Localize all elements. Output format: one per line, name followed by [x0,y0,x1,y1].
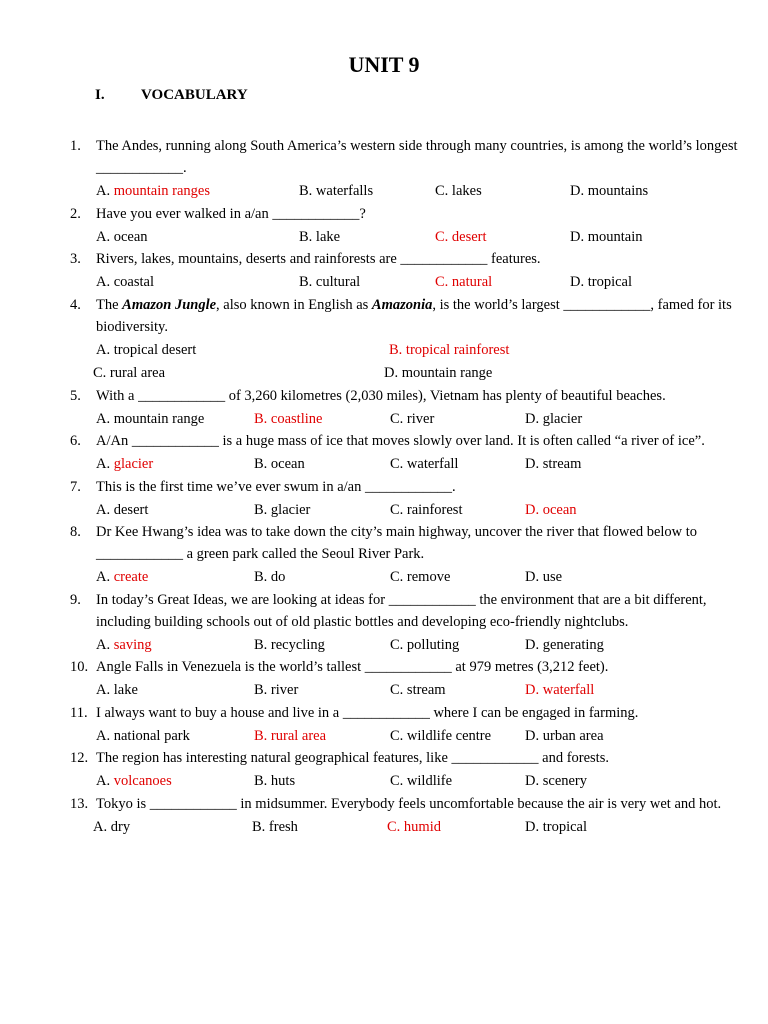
question-11 [70,702,750,748]
option-c[interactable] [390,408,434,430]
option-text: fresh [268,818,298,835]
option-text: lake [315,228,341,245]
option-text: mountain range [401,365,493,381]
correct-answer-text: glacier [113,456,154,472]
option-letter: B. [389,341,406,358]
option-text: national park [113,727,190,744]
option-a[interactable] [96,408,204,430]
option-letter: D. [570,183,588,199]
option-row [96,633,750,657]
option-a[interactable] [96,770,172,792]
option-letter: C. [390,773,407,789]
section-heading [95,87,248,104]
option-b[interactable] [299,180,373,202]
question-text [96,294,750,338]
option-c[interactable] [435,226,487,248]
option-letter: C. [390,727,407,744]
option-d[interactable] [384,362,492,384]
option-letter: D. [570,274,588,290]
option-b[interactable] [254,770,295,792]
option-row [96,678,750,702]
question-number: 7. [70,478,81,495]
option-row [96,407,750,431]
option-letter: C. [390,501,407,518]
option-letter: C. [390,569,407,585]
question-text: I always want to buy a house and live in a ____________ where I can be engaged in farming. [96,704,639,721]
option-letter: A. [96,183,114,199]
option-c[interactable] [93,362,165,384]
correct-answer-text: waterfall [542,682,595,698]
option-text: remove [406,569,451,585]
option-text: stream [406,682,446,698]
question-number: 11. [70,704,88,721]
option-a[interactable] [96,180,210,202]
option-d[interactable] [525,408,582,430]
question-number: 6. [70,433,81,449]
question-text: Tokyo is ____________ in midsummer. Everybody feels uncomfortable because the air is very wet and hot. [96,795,722,812]
option-a[interactable] [96,679,138,701]
option-letter: A. [93,818,111,835]
question-2 [70,203,750,249]
question-text-part: Amazon Jungle [122,296,217,313]
correct-answer-text: mountain ranges [113,183,210,199]
option-letter: A. [96,727,114,744]
option-row [96,179,750,203]
question-list [70,135,750,838]
correct-answer-text: tropical rainforest [405,341,510,358]
option-b[interactable] [254,499,310,521]
option-letter: A. [96,341,114,358]
option-d[interactable] [525,453,581,475]
option-letter: D. [570,228,588,245]
option-b[interactable] [389,339,509,361]
option-text: dry [110,818,131,835]
option-text: cultural [315,274,361,290]
question-4 [70,294,750,385]
option-text: ocean [113,228,148,245]
option-letter: B. [254,569,271,585]
option-letter: A. [96,773,114,789]
option-text: wildlife [406,773,453,789]
question-number: 1. [70,138,81,154]
option-row [96,338,750,362]
option-b[interactable] [299,271,360,293]
question-text: The region has interesting natural geographical features, like ____________ and forests. [96,750,609,766]
option-text: use [542,569,563,585]
option-text: tropical [542,818,588,835]
correct-answer-text: humid [403,818,441,835]
option-letter: D. [525,501,543,518]
option-c[interactable] [390,499,462,521]
option-text: river [406,410,435,427]
option-letter: C. [93,365,110,381]
option-letter: A. [96,569,114,585]
option-letter: C. [435,274,452,290]
option-b[interactable] [254,679,298,701]
option-letter: B. [254,636,271,653]
correct-answer-text: rural area [270,727,327,744]
option-text: mountain range [113,410,205,427]
question-text: Have you ever walked in a/an ____________? [96,205,366,222]
option-letter: C. [390,456,407,472]
option-text: rainforest [406,501,463,518]
option-d[interactable] [525,634,604,656]
question-text-part: , also known in English as [216,296,372,313]
option-letter: D. [525,682,543,698]
question-text-part: Amazonia [371,296,433,313]
option-letter: C. [390,636,407,653]
option-text: tropical desert [113,341,197,358]
option-row [96,565,750,589]
option-d[interactable] [570,180,648,202]
option-text: mountains [587,183,649,199]
question-number: 13. [70,795,89,812]
option-d[interactable] [525,499,577,521]
option-letter: A. [96,682,114,698]
option-d[interactable] [525,679,594,701]
option-text: coastal [113,274,154,290]
option-letter: D. [525,818,543,835]
option-row [96,769,750,793]
option-letter: B. [299,183,316,199]
option-letter: D. [525,773,543,789]
question-9 [70,589,750,657]
option-a[interactable] [96,725,190,747]
option-letter: D. [525,569,543,585]
option-b[interactable] [254,725,326,747]
option-d[interactable] [570,271,632,293]
question-text: Rivers, lakes, mountains, deserts and rainforests are ____________ features. [96,251,541,267]
option-text: rural area [109,365,166,381]
question-text-part: , is the world’s largest ____________, famed for its biodiversity. [96,296,732,335]
question-13 [70,793,750,839]
question-number: 8. [70,524,81,540]
option-a[interactable] [96,499,148,521]
option-d[interactable] [525,566,562,588]
question-text: In today’s Great Ideas, we are looking at ideas for ____________ the environment that are a bit different, including building schools out of old plastic bottles and developing eco-friendly nightclubs. [96,591,707,630]
option-c[interactable] [390,725,491,747]
question-3 [70,248,750,294]
option-letter: A. [96,501,114,518]
question-number: 3. [70,251,81,267]
question-5 [70,385,750,431]
question-text-part: The [96,296,123,313]
question-8 [70,521,750,589]
option-text: glacier [270,501,311,518]
option-text: stream [542,456,582,472]
option-row [96,724,750,748]
option-row [96,225,750,249]
option-b[interactable] [254,453,305,475]
option-row [96,452,750,476]
option-b[interactable] [254,408,322,430]
correct-answer-text: ocean [542,501,577,518]
option-c[interactable] [390,679,446,701]
option-letter: C. [390,410,407,427]
question-number: 5. [70,387,81,404]
option-a[interactable] [96,339,196,361]
option-letter: B. [299,274,316,290]
question-number: 12. [70,750,89,766]
option-text: wildlife centre [406,727,492,744]
option-d[interactable] [525,816,587,838]
option-row [93,815,750,839]
correct-answer-text: saving [113,636,152,653]
option-text: generating [542,636,604,653]
question-text: With a ____________ of 3,260 kilometres (2,030 miles), Vietnam has plenty of beautiful beaches. [96,387,666,404]
option-letter: B. [254,773,271,789]
option-row [96,498,750,522]
question-1 [70,135,750,203]
option-c[interactable] [387,816,441,838]
question-6 [70,430,750,476]
question-number: 10. [70,659,89,675]
option-text: huts [270,773,296,789]
correct-answer-text: volcanoes [113,773,172,789]
option-c[interactable] [390,566,450,588]
question-text: The Andes, running along South America’s western side through many countries, is among the world’s longest ____________. [96,138,738,176]
option-a[interactable] [96,226,148,248]
option-letter: B. [254,410,271,427]
option-text: river [270,682,299,698]
option-b[interactable] [254,566,285,588]
option-text: do [270,569,286,585]
option-text: lake [113,682,138,698]
question-text: Dr Kee Hwang’s idea was to take down the city’s main highway, uncover the river that flowed below to ____________ a green park called the Seoul River Park. [96,524,698,562]
option-b[interactable] [254,634,325,656]
option-letter: D. [525,410,543,427]
option-letter: B. [254,501,271,518]
option-letter: D. [525,456,543,472]
option-c[interactable] [390,770,452,792]
option-text: ocean [270,456,305,472]
option-letter: C. [435,228,452,245]
option-text: desert [113,501,149,518]
option-text: glacier [542,410,583,427]
question-7 [70,476,750,522]
option-row [96,270,750,294]
option-letter: D. [525,636,543,653]
option-row [93,361,750,385]
option-letter: D. [384,365,402,381]
option-letter: C. [387,818,404,835]
option-letter: A. [96,274,114,290]
question-number: 2. [70,205,81,222]
question-number: 4. [70,296,81,313]
option-d[interactable] [525,725,604,747]
option-c[interactable] [435,271,492,293]
option-text: polluting [406,636,460,653]
option-a[interactable] [96,566,148,588]
option-text: waterfall [406,456,459,472]
question-10 [70,656,750,702]
option-b[interactable] [299,226,340,248]
option-letter: B. [254,456,271,472]
option-d[interactable] [570,226,643,248]
section-title: VOCABULARY [141,87,248,103]
option-letter: B. [254,727,271,744]
option-letter: B. [299,228,316,245]
option-text: lakes [451,183,482,199]
question-text: A/An ____________ is a huge mass of ice that moves slowly over land. It is often called “a river of ice”. [96,433,705,449]
option-text: recycling [270,636,325,653]
correct-answer-text: coastline [270,410,323,427]
option-a[interactable] [96,453,153,475]
option-letter: B. [252,818,269,835]
option-text: mountain [587,228,643,245]
option-letter: C. [435,183,452,199]
question-text: This is the first time we’ve ever swum in a/an ____________. [96,478,456,495]
option-letter: C. [390,682,407,698]
question-12 [70,747,750,793]
page-title: UNIT 9 [348,52,420,77]
option-text: urban area [542,727,604,744]
correct-answer-text: create [113,569,149,585]
correct-answer-text: natural [451,274,493,290]
option-b[interactable] [252,816,298,838]
option-letter: D. [525,727,543,744]
option-letter: A. [96,228,114,245]
question-text: Angle Falls in Venezuela is the world’s tallest ____________ at 979 metres (3,212 feet). [96,659,609,675]
option-c[interactable] [435,180,482,202]
question-number: 9. [70,591,81,608]
option-text: tropical [587,274,633,290]
option-letter: B. [254,682,271,698]
correct-answer-text: desert [451,228,487,245]
option-a[interactable] [96,634,152,656]
option-c[interactable] [390,634,459,656]
option-c[interactable] [390,453,458,475]
option-letter: A. [96,410,114,427]
option-text: scenery [542,773,588,789]
option-letter: A. [96,456,114,472]
option-d[interactable] [525,770,587,792]
option-a[interactable] [93,816,130,838]
section-number: I. [95,87,105,103]
option-a[interactable] [96,271,154,293]
option-letter: A. [96,636,114,653]
option-text: waterfalls [315,183,374,199]
